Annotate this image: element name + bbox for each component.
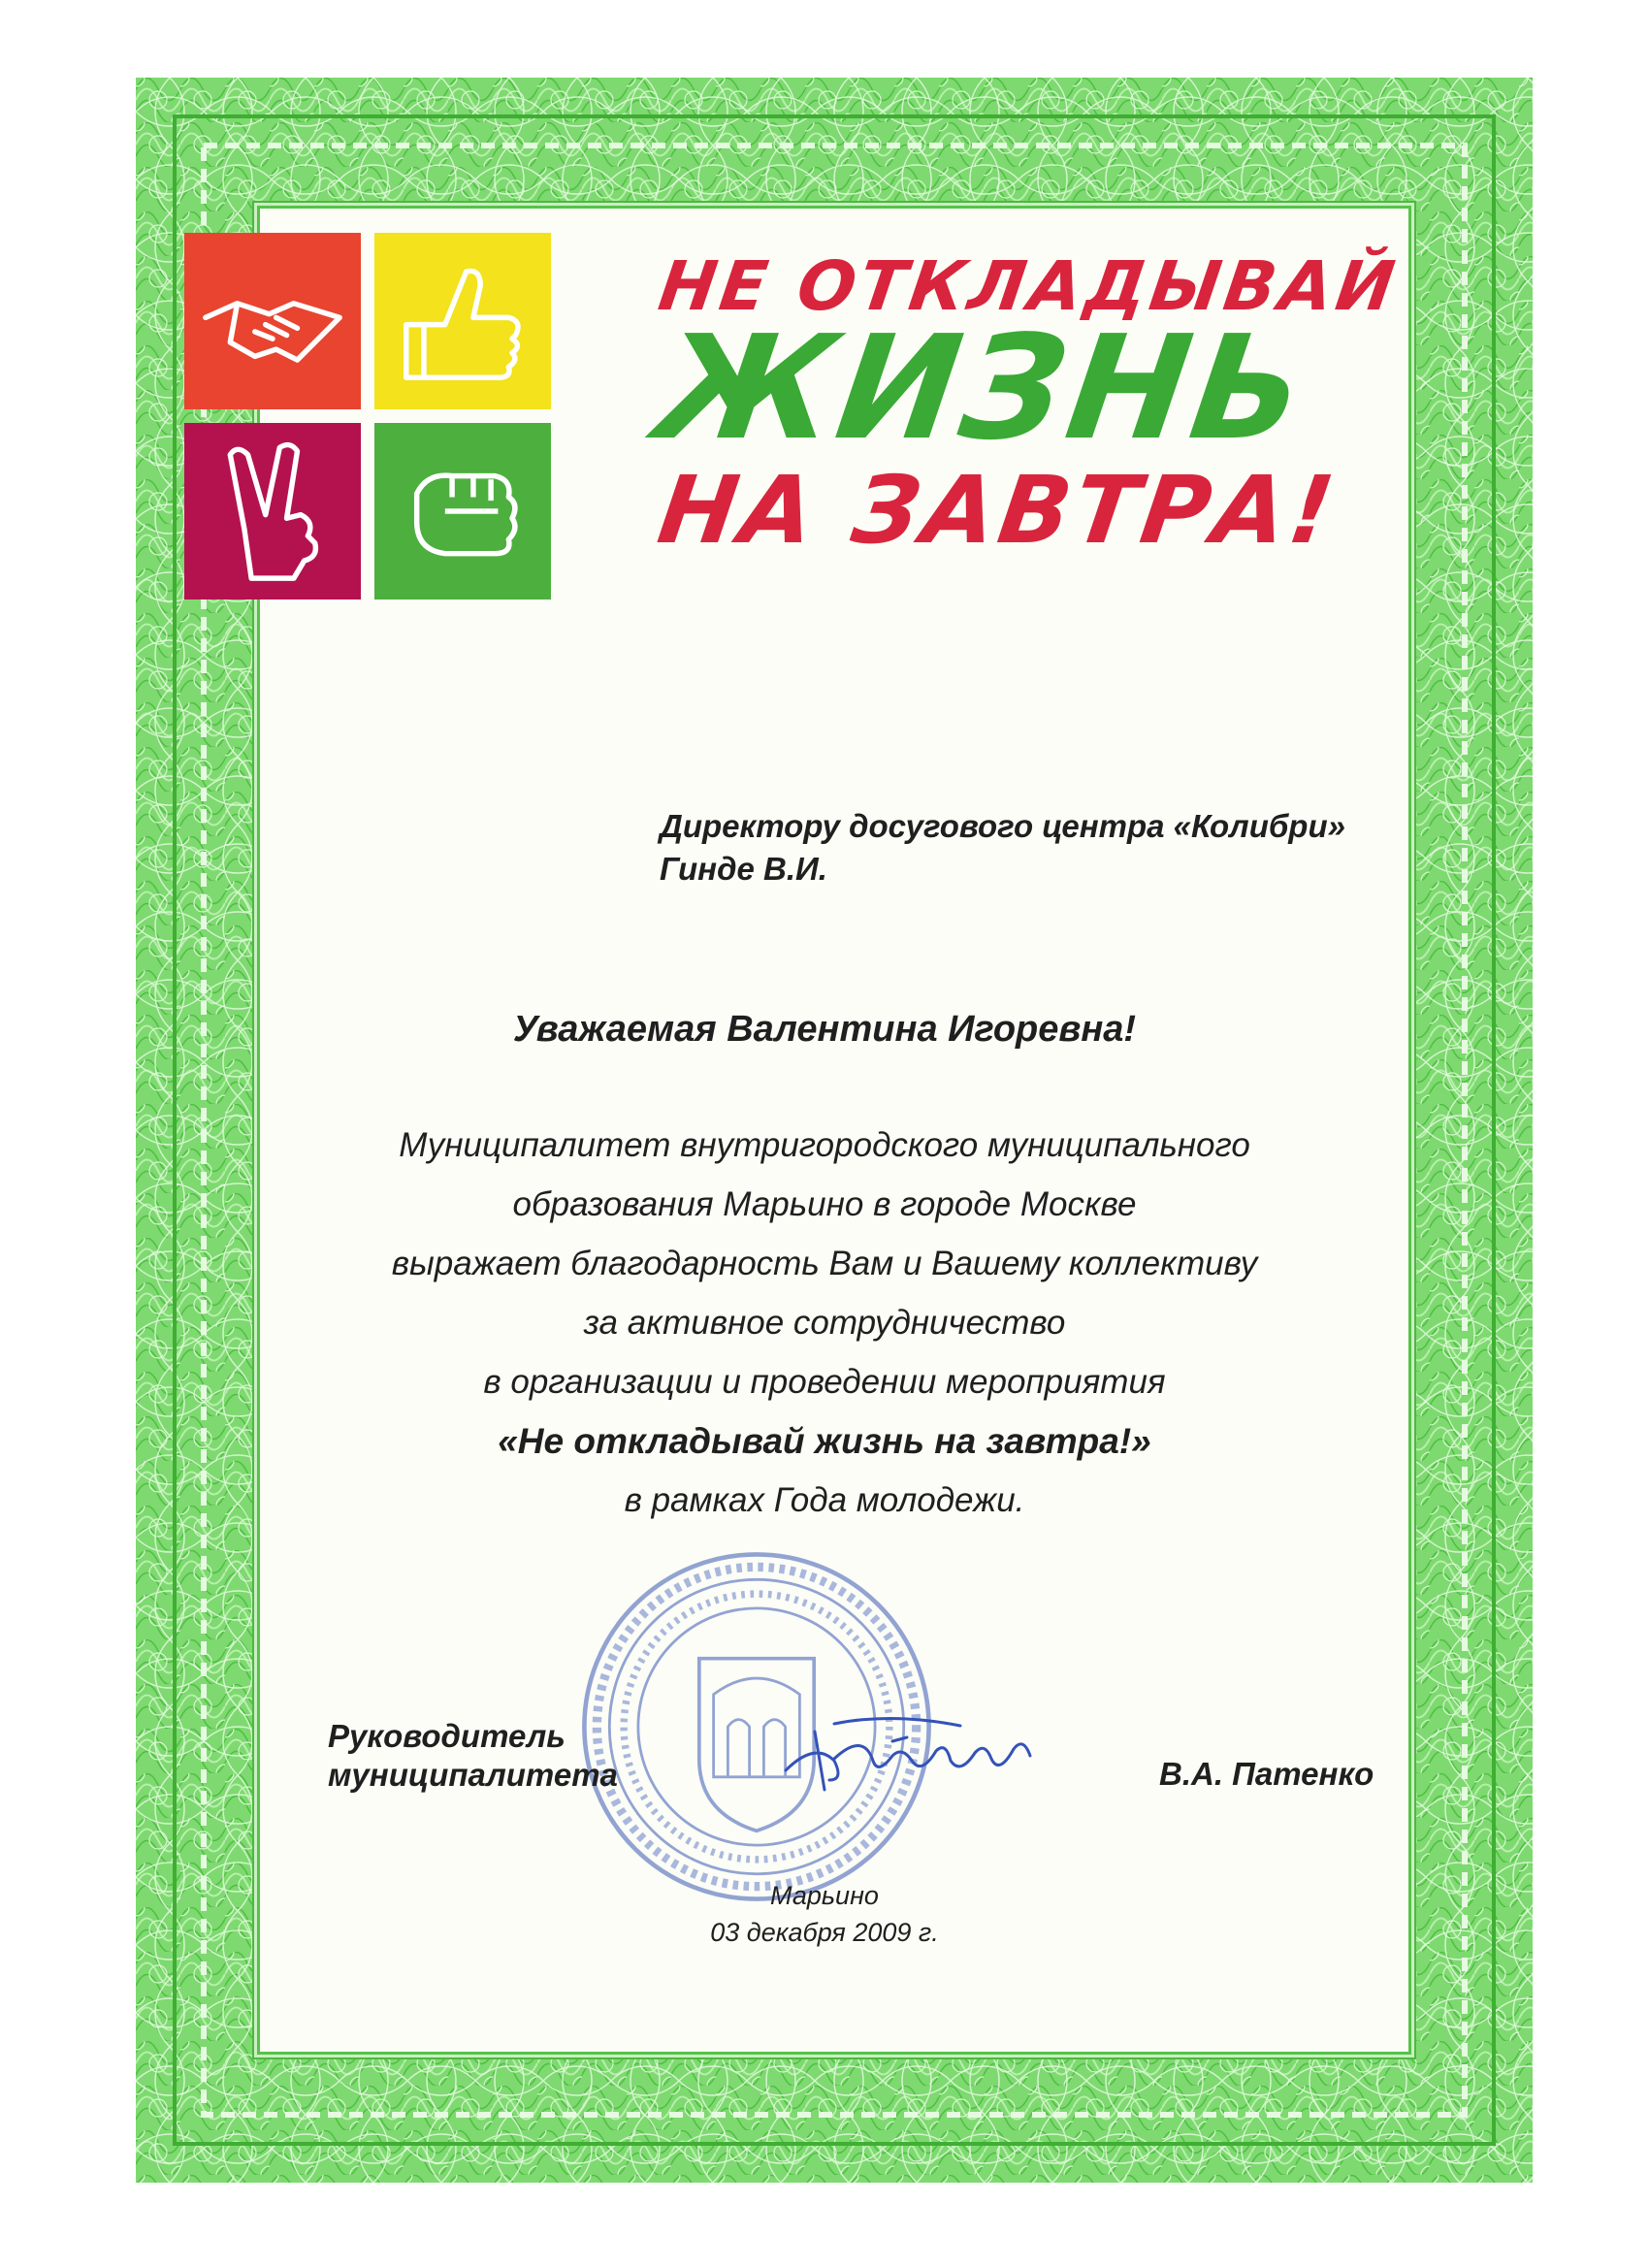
signatory-name: В.А. Патенко	[1159, 1756, 1374, 1792]
signatory-title-line-2: муниципалитета	[328, 1757, 618, 1793]
letter-body	[0, 1116, 1649, 1530]
place-and-date	[0, 1877, 1649, 1951]
body-line: Муниципалитет внутригородского муниципального	[399, 1126, 1250, 1164]
event-title: «Не откладывай жизнь на завтра!»	[498, 1421, 1151, 1461]
addressee-line-1: Директору досугового центра «Колибри»	[660, 808, 1345, 844]
addressee-line-2: Гинде В.И.	[660, 851, 827, 887]
event-logo	[184, 233, 553, 601]
body-closing: в рамках Года молодежи.	[624, 1481, 1025, 1519]
fist-icon	[374, 423, 551, 599]
signatory-title	[328, 1717, 618, 1795]
addressee-block	[660, 805, 1345, 891]
slogan-line-3: НА ЗАВТРА!	[652, 456, 1344, 565]
event-slogan	[647, 246, 1494, 565]
victory-hand-icon	[184, 423, 361, 599]
slogan-line-2: ЖИЗНЬ	[647, 305, 1318, 471]
date: 03 декабря 2009 г.	[710, 1918, 939, 1947]
body-line: в организации и проведении мероприятия	[483, 1363, 1166, 1401]
body-line: выражает благодарность Вам и Вашему коллективу	[391, 1245, 1258, 1282]
thumbs-up-icon	[374, 233, 551, 409]
greeting: Уважаемая Валентина Игоревна!	[512, 1009, 1137, 1050]
handshake-icon	[184, 233, 361, 409]
body-line: за активное сотрудничество	[583, 1304, 1066, 1342]
signature-icon	[776, 1702, 1057, 1809]
body-line: образования Марьино в городе Москве	[512, 1185, 1137, 1223]
signatory-title-line-1: Руководитель	[328, 1718, 566, 1754]
slogan-line-1: НЕ ОТКЛАДЫВАЙ	[654, 246, 1404, 326]
place: Марьино	[770, 1881, 879, 1910]
